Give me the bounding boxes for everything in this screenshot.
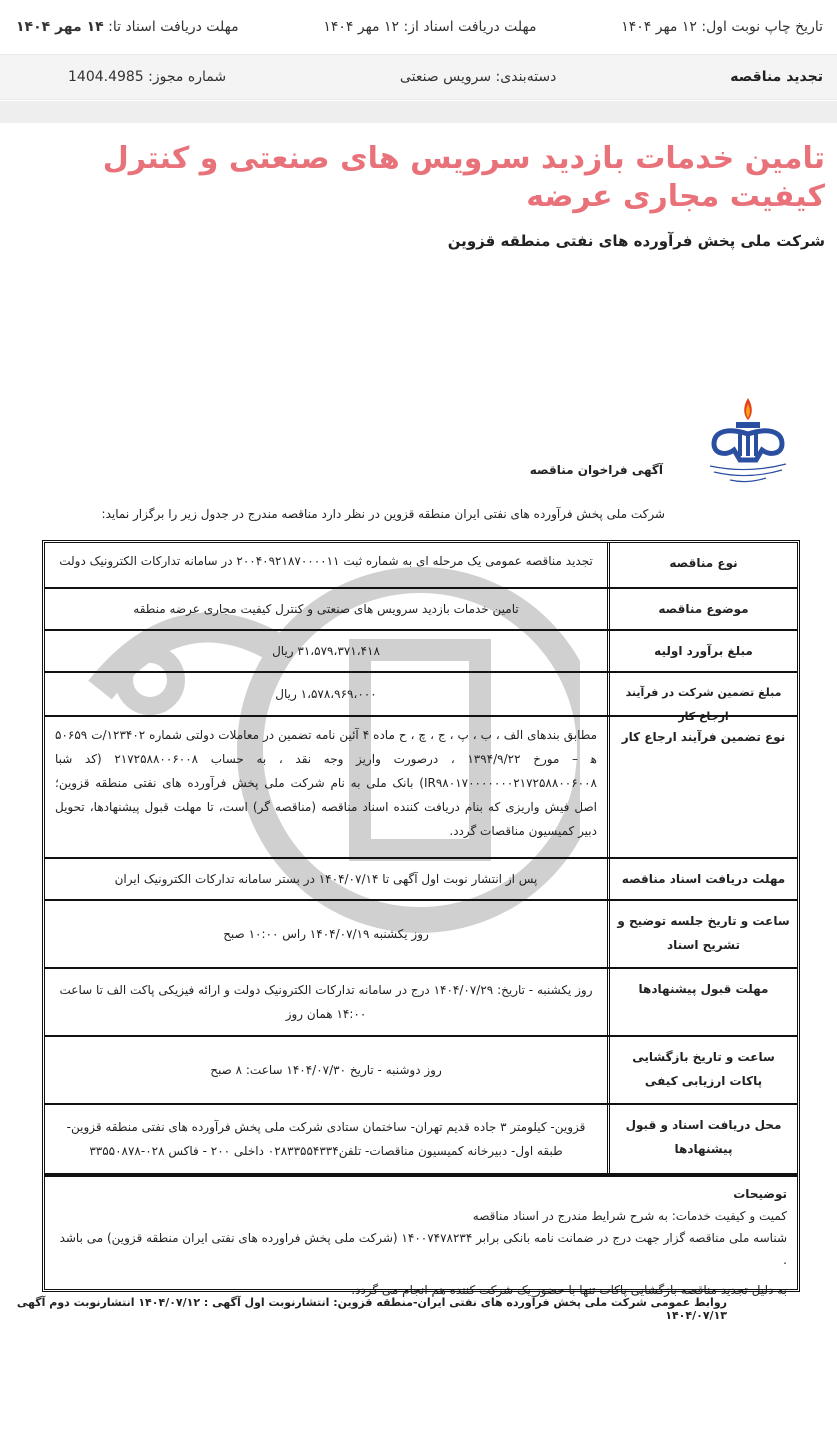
renewal-label: تجدید مناقصه	[730, 69, 823, 85]
header-row-info	[0, 54, 837, 100]
row-label: نوع تضمین فرآیند ارجاع کار	[607, 717, 797, 857]
table-row	[45, 631, 797, 673]
row-value: روز یکشنبه ۱۴۰۴/۰۷/۱۹ راس ۱۰:۰۰ صبح	[223, 927, 429, 941]
notes-title: توضیحات	[733, 1187, 787, 1201]
row-value: روز دوشنبه - تاریخ ۱۴۰۴/۰۷/۳۰ ساعت: ۸ صبح	[210, 1063, 442, 1077]
row-value: ۳۱،۵۷۹،۳۷۱،۴۱۸ ریال	[272, 644, 380, 658]
table-row	[45, 969, 797, 1037]
row-label: ساعت و تاریخ جلسه توضیح و تشریح اسناد	[607, 901, 797, 967]
table-row	[45, 589, 797, 631]
row-value: روز یکشنبه - تاریخ: ۱۴۰۴/۰۷/۲۹ درج در سامانه تدارکات الکترونیک دولت و ارائه فیزیکی پاکت الف تا ساعت ۱۴:۰۰ همان روز	[59, 983, 593, 1021]
row-label: محل دریافت اسناد و قبول پیشنهادها	[607, 1105, 797, 1173]
note-item: کمیت و کیفیت خدمات: به شرح شرایط مندرج در اسناد مناقصه	[472, 1209, 787, 1223]
row-value: تجدید مناقصه عمومی یک مرحله ای به شماره ثبت ۲۰۰۴۰۹۲۱۸۷۰۰۰۰۱۱ در سامانه تدارکات الکترونیک دولت	[59, 554, 593, 568]
note-item: شناسه ملی مناقصه گزار جهت درج در ضمانت نامه بانکی برابر ۱۴۰۰۷۴۷۸۲۳۴ (شرکت ملی پخش فراورده های نفتی ایران منطقه قزوین) می باشد .	[59, 1231, 787, 1267]
row-value: تامین خدمات بازدید سرویس های صنعتی و کنترل کیفیت مجاری عرضه منطقه	[133, 602, 519, 616]
notice-footer: روابط عمومی شرکت ملی پخش فرآورده های نفتی ایران-منطقه قزوین: انتشارنوبت اول آگهی : ۱۴۰۴/۰۷/۱۲ انتشارنوبت دوم آگهی ۱۴۰۴/۰۷/۱۳	[16, 1296, 727, 1322]
table-row	[45, 673, 797, 723]
notice-title: آگهی فراخوان مناقصه	[529, 463, 663, 477]
header-row-dates	[0, 0, 837, 54]
docs-until	[16, 19, 239, 35]
note-item: به دلیل تجدید مناقصه بازگشایی پاکات تنها با حضور یک شرکت کننده هم انجام می گردد.	[351, 1283, 787, 1297]
row-label: نوع مناقصه	[607, 543, 797, 587]
license-number: شماره مجوز: 1404.4985	[68, 69, 227, 85]
divider	[0, 101, 837, 123]
docs-until-value: ۱۴ مهر ۱۴۰۴	[16, 19, 104, 35]
table-row	[45, 543, 797, 589]
table-row	[45, 1105, 797, 1175]
row-label: مهلت قبول پیشنهادها	[607, 969, 797, 1035]
docs-until-label: مهلت دریافت اسناد تا:	[108, 19, 239, 35]
table-row	[45, 717, 797, 859]
row-label: ساعت و تاریخ بازگشایی پاکات ارزیابی کیفی	[607, 1037, 797, 1103]
row-value: پس از انتشار نوبت اول آگهی تا ۱۴۰۴/۰۷/۱۴ در بستر سامانه تدارکات الکترونیک ایران	[114, 872, 538, 886]
docs-from: مهلت دریافت اسناد از: ۱۲ مهر ۱۴۰۴	[323, 19, 537, 35]
organization-name: شرکت ملی پخش فرآورده های نفتی منطقه قزوین	[447, 232, 825, 250]
row-label: مبلغ برآورد اولیه	[607, 631, 797, 671]
row-value: قزوین- کیلومتر ۳ جاده قدیم تهران- ساختمان ستادی شرکت ملی پخش فرآورده های نفتی منطقه قزوین- طبقه اول- دبیرخانه کمیسیون مناقصات- تلفن۰۲۸۳۳۵۵۴۳۳۴ داخلی ۲۰۰ - فاکس ۰۲۸-۳۳۵۵۰۸۷۸	[66, 1120, 586, 1158]
notice-intro: شرکت ملی پخش فرآورده های نفتی ایران منطقه قزوین در نظر دارد مناقصه مندرج در جدول زیر را برگزار نماید:	[101, 507, 665, 521]
notes-box	[45, 1177, 797, 1307]
row-value: مطابق بندهای الف ، ب ، پ ، ج ، چ ، ح ماده ۴ آئین نامه تضمین در معاملات دولتی شماره ۱۲۳۴۰۲/ت ۵۰۶۵۹ ه‍ – مورخ ۱۳۹۴/۹/۲۲ ، درصورت واریز وجه نقد ، به حساب ۲۱۷۲۵۸۸۰۰۶۰۰۸ (کد شبا IR۹۸۰۱۷۰۰۰۰۰۰۰۲۱۷۲۵۸۸۰۰۶۰۰۸) بانک ملی به نام شرکت ملی پخش فرآورده های نفتی منطقه قزوین؛ اصل فیش واریزی که بنام دریافت کننده اسناد مناقصه (مناقصه گر) است، تا مهلت قبول پیشنهادها، تحویل دبیر کمیسیون مناقصات گردد.	[55, 728, 598, 838]
row-label: مبلغ تضمین شرکت در فرآیند ارجاع کار	[607, 673, 797, 715]
table-row	[45, 901, 797, 969]
tender-table	[42, 540, 800, 1297]
print-date: تاریخ چاپ نوبت اول: ۱۲ مهر ۱۴۰۴	[621, 19, 823, 35]
company-logo	[700, 394, 795, 486]
notes-row	[45, 1175, 797, 1297]
page-title: تامین خدمات بازدید سرویس های صنعتی و کنترل کیفیت مجاری عرضه	[102, 141, 825, 214]
row-label: موضوع مناقصه	[607, 589, 797, 629]
table-row	[45, 859, 797, 901]
row-label: مهلت دریافت اسناد مناقصه	[607, 859, 797, 899]
row-value: ۱،۵۷۸،۹۶۹،۰۰۰ ریال	[275, 687, 377, 701]
category: دسته‌بندی: سرویس صنعتی	[399, 69, 557, 85]
table-row	[45, 1037, 797, 1105]
